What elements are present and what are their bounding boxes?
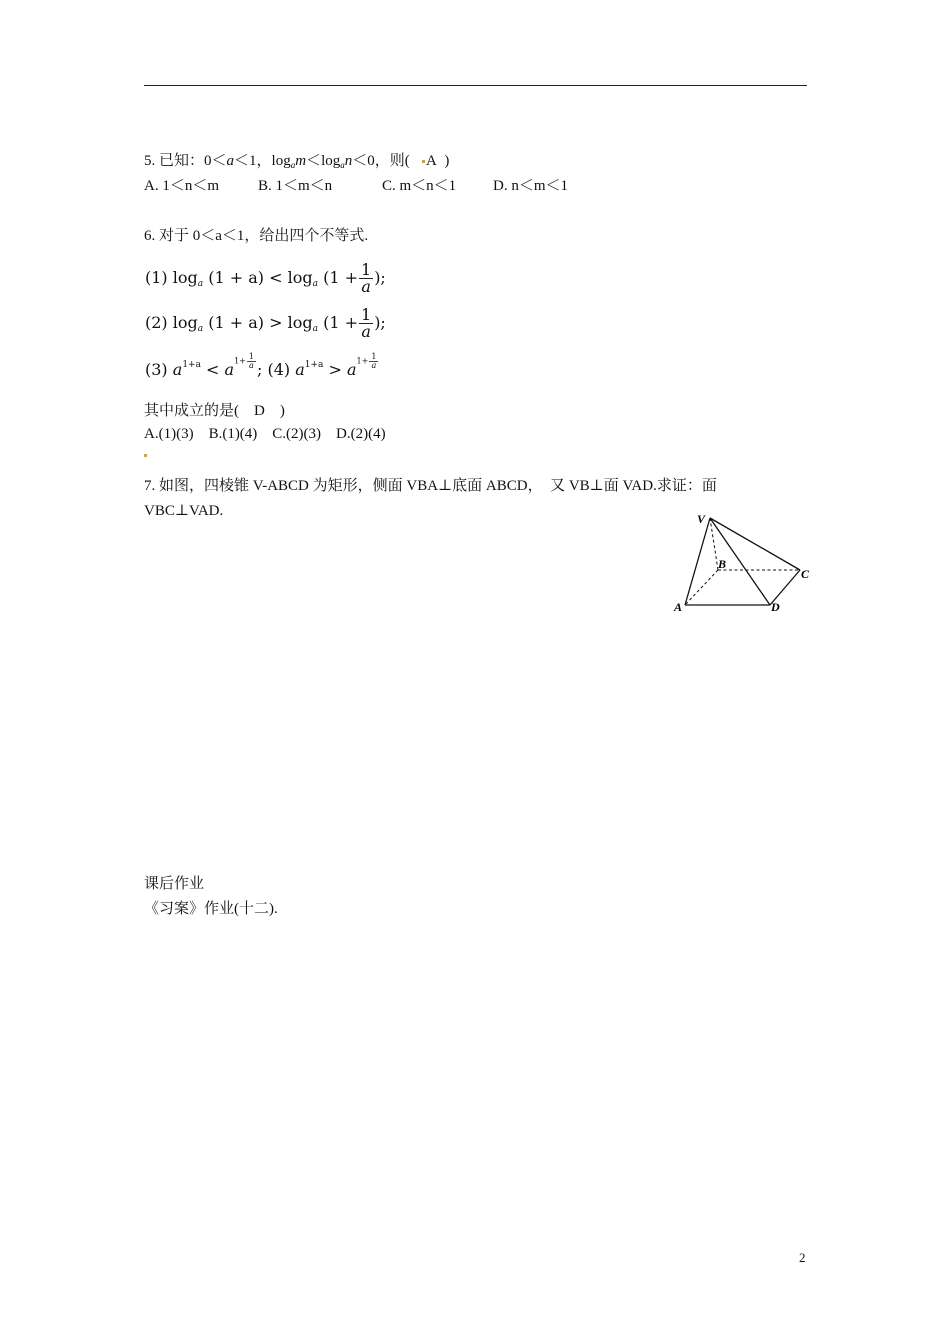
q5-option-c: C. m＜n＜1	[382, 178, 457, 194]
marker-dot	[422, 160, 425, 163]
q5-option-a: A. 1＜n＜m	[144, 178, 220, 194]
label-d: D	[771, 600, 780, 614]
header-rule	[144, 85, 807, 86]
q5-option-d: D. n＜m＜1	[493, 178, 569, 194]
q6-answer: D	[254, 403, 265, 419]
q5-answer: A	[425, 153, 437, 169]
q6-inequalities-3-4: (3) $a^{1+a} < a1+$ $\frac{1}{a}$ ; (4) $a^{1+a} > a1+$ $\frac{1}{a}$	[145, 351, 377, 379]
marker-dot	[143, 446, 148, 464]
q7-stem-line-2: VBC⊥VAD.	[144, 503, 224, 519]
homework-content: 《习案》作业(十二).	[144, 901, 278, 917]
pyramid-figure	[670, 508, 815, 618]
label-b: B	[718, 557, 727, 571]
label-c: C	[801, 567, 810, 581]
label-a: A	[674, 600, 683, 614]
q6-stem: 6. 对于 0＜a＜1，给出四个不等式.	[144, 228, 369, 244]
label-v: V	[697, 512, 706, 526]
q6-inequality-1: (1) loga (1 + a) < loga (1 + $\frac{1}{a}$ );	[145, 260, 386, 296]
q5-option-b: B. 1＜m＜n	[258, 178, 333, 194]
homework-title: 课后作业	[144, 876, 205, 892]
page-number: 2	[799, 1250, 806, 1265]
q6-inequality-2: (2) loga (1 + a) > loga (1 + $\frac{1}{a}$ );	[145, 305, 386, 341]
q6-conclusion: 其中成立的是( D )	[144, 403, 285, 419]
q5-stem: 5. 已知：0＜a＜1，$\log_am<\log_an<0$，则( A )	[144, 153, 450, 170]
q7-stem-line-1: 7. 如图，四棱锥 V-ABCD 为矩形，侧面 VBA⊥底面 ABCD， 又 VB⊥面 VAD.求证：面	[144, 478, 717, 494]
q6-options: A.(1)(3) B.(1)(4) C.(2)(3) D.(2)(4)	[144, 426, 386, 442]
edge-vb	[710, 518, 718, 570]
